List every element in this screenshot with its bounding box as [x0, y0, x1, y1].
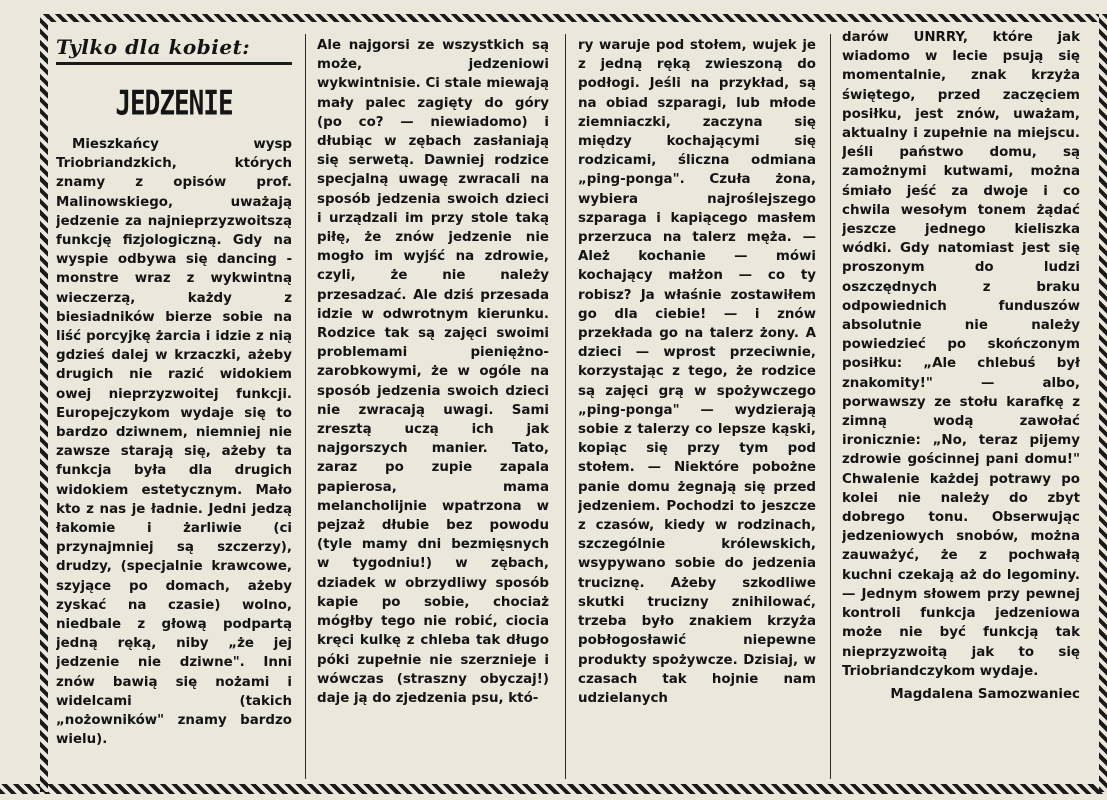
section-kicker: Tylko dla kobiet: [56, 35, 251, 59]
article-column-1 [56, 32, 292, 777]
article-column-2 [317, 36, 549, 781]
column-divider [305, 34, 306, 779]
article-text-column-4: darów UNRRY, które jak wiadomo w lecie psują się momentalnie, znak krzyża świętego, przed zaczęciem posiłku, jest znów, uważam, aktualny i zupełnie na miejscu. Jeśli państwo domu, są zamożnymi kutwami, można śmiało jeść za dwoje i co chwila wesołym tonem żądać jeszcze jednego kieliszka wódki. Gdy natomiast jest się proszonym do ludzi oszczędnych z braku odpowiednich funduszów absolutnie nie należy powiedzieć po skończonym posiłku: „Ale chlebuś był znakomity!" — albo, porwawszy ze stołu karafkę z zimną wodą zawołać ironicznie: „No, teraz pijemy zdrowie gościnnej pani domu!" Chwalenie każdej potrawy po kolei nie należy do zbyt dobrego tonu. Obserwując jedzeniowych snobów, można zauważyć, że z pochwałą kuchni czekają aż do legominy. — Jednym słowem przy pewnej kontroli funkcja jedzeniowa może nie być funkcją tak nieprzyzwoitą jak to się Triobriandczykom wydaje. [842, 30, 1080, 679]
decorative-border-bottom [0, 784, 1107, 794]
article-text-column-1: Mieszkańcy wysp Triobriandzkich, których znamy z opisów prof. Malinowskiego, uważają jedzenie za najnieprzyzwoitszą funkcję fizjologiczną. Gdy na wyspie odbywa się dancing - monstre wraz z wykwintną wieczerzą, każdy z biesiadników bierze sobie na liść porcyjkę żarcia i idzie z nią gdzieś dalej w krzaczki, ażeby drugich nie razić widokiem owej nieprzyzwoitej funkcji. Europejczykom wydaje się to bardzo dziwnem, niemniej nie zawsze starają się, ażeby ta funkcja była dla drugich widokiem estetycznym. Mało kto z nas je ładnie. Jedni jedzą łakomie i żarliwie (ci przynajmniej są szczerzy), drudzy, (specjalnie krawcowe, szyjące po domach, ażeby zyskać na czasie) wolno, niedbale z głową podpartą jedną ręką, niby „że jej jedzenie nie dziwne". Inni znów bawią się nożami i widelcami (takich „nożowników" znamy bardzo wielu). [56, 137, 292, 748]
article-column-3 [578, 36, 816, 781]
article-text-column-2: Ale najgorsi ze wszystkich są może, jedzeniowi wykwintnisie. Ci stale miewają mały palec zagięty do góry (po co? — niewiadomo) i dłubiąc w zębach zasłaniają się serwetą. Dawniej rodzice specjalną uwagę zwracali na sposób jedzenia swoich dzieci i urządzali im przy stole taką piłę, że znów jedzenie nie mogło im wyjść na zdrowie, czyli, że nie należy przesadzać. Ale dziś przesada idzie w odwrotnym kierunku. Rodzice tak są zajęci swoimi problemami pieniężno-zarobkowymi, że w ogóle na sposób jedzenia swoich dzieci nie zwracają uwagi. Sami zresztą uczą ich jak najgorszych manier. Tato, zaraz po zupie zapala papierosa, mama melancholijnie wpatrzona w pejzaż dłubie bez powodu (tyle mamy dni bezmięsnych w tygodniu!) w zębach, dziadek w obrzydliwy sposób kapie po sobie, chociaż mógłby tego nie robić, ciocia kręci kulkę z chleba tak długo póki zupełnie nie szerznieje i wówczas (straszny obyczaj!) daje ją do zjedzenia psu, któ- [317, 38, 549, 706]
decorative-border-left [40, 14, 48, 792]
kicker-underline [56, 62, 292, 65]
article-column-4 [842, 28, 1080, 773]
decorative-border-right [1099, 14, 1107, 792]
article-title: JEDZENIE [115, 84, 233, 124]
article-text-column-3: ry waruje pod stołem, wujek je z jedną ręką zwieszoną do podłogi. Jeśli na przykład, są na obiad szparagi, lub młode ziemniaczki, zaczyna się między kochającymi się rodzicami, śliczna odmiana „ping-ponga". Czuła żona, wybiera najroślejszego szparaga i kapiącego masłem przerzuca na talerz męża. — Ależ kochanie — mówi kochający małżon — co ty robisz? Ja właśnie zostawiłem go dla ciebie! — i znów przekłada go na talerz żony. A dzieci — wprost przeciwnie, korzystając z tego, że rodzice są zajęci grą w spożywczego „ping-ponga" — wydzierają sobie z talerzy co lepsze kąski, kopiąc się przy tym pod stołem. — Niektóre pobożne panie domu żegnają się przed jedzeniem. Pochodzi to jeszcze z czasów, kiedy w rodzinach, szczególnie królewskich, wsypywano sobie do jedzenia truciznę. Ażeby szkodliwe skutki trucizny znihilować, trzeba było znakiem krzyża pobłogosławić niepewne produkty spożywcze. Dzisiaj, w czasach tak hojnie nam udzielanych [578, 38, 816, 706]
column-divider [830, 34, 831, 779]
column-divider [565, 34, 566, 779]
decorative-border-top [40, 14, 1107, 22]
author-signature: Magdalena Samozwaniec [890, 686, 1080, 702]
